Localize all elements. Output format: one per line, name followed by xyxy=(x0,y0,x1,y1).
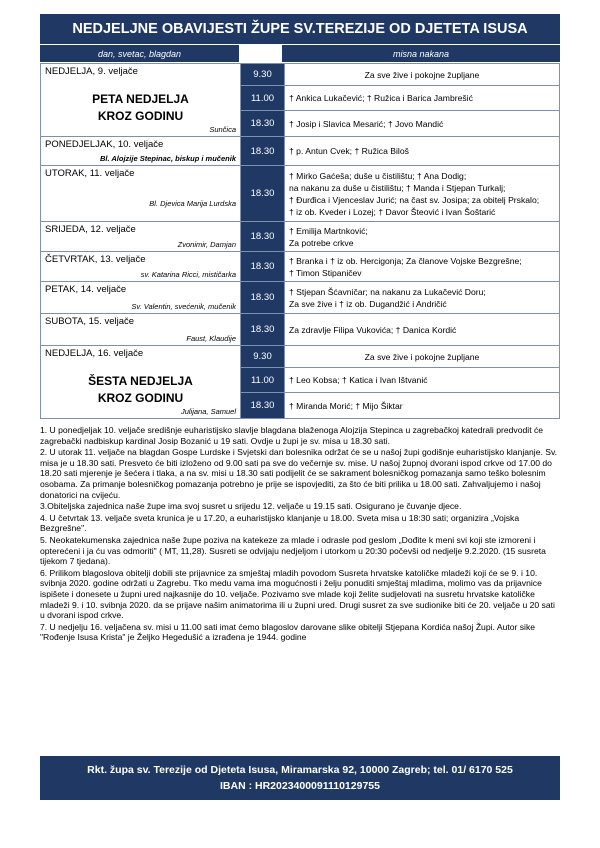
intention-line: † Branka i † iz ob. Hercigonja; Za članove Vojske Bezgrešne; xyxy=(289,255,522,266)
mass-schedule-table xyxy=(40,63,560,419)
day-cell xyxy=(41,314,241,346)
day-label: PETAK, 14. veljače xyxy=(45,284,127,295)
announcement-item: 5. Neokatekumenska zajednica naše župe poziva na katekeze za mlade i odrasle pod geslom „Dođite k meni svi koji ste izmoreni i opterećeni i ja ću vas odmoriti" ( MT, 11,28). Susreti se odvijaju nedjeljom i utorkom u 20:30 počevši od nedjelje 9.2.2020. (15 susreta tijekom 7 tjedana). xyxy=(40,534,546,567)
mass-time: 18.30 xyxy=(241,314,285,346)
day-label: SUBOTA, 15. veljače xyxy=(45,316,135,327)
mass-intention xyxy=(285,252,560,282)
sunday-title xyxy=(41,91,240,125)
mass-time: 18.30 xyxy=(241,393,285,419)
intention-line: † p. Antun Cvek; † Ružica Biloš xyxy=(289,146,409,156)
mass-intention xyxy=(285,166,560,222)
saint-name: Julijana, Samuel xyxy=(180,407,236,416)
intention-line: † Emilija Martnković; xyxy=(289,225,368,236)
intention-line: † Stjepan Šćavničar; na nakanu za Lukačević Doru; xyxy=(289,286,486,297)
sunday-title-line: KROZ GODINU xyxy=(97,109,184,123)
time-column-header xyxy=(239,45,282,62)
saint-name: Sunčica xyxy=(209,125,236,134)
sunday-title xyxy=(41,373,240,407)
mass-intention: Za sve žive i pokojne župljane xyxy=(285,346,560,368)
announcement-item: 6. Prilikom blagoslova obitelji dobili ste prijavnice za smještaj mladih povodom Susreta hrvatske katoličke mladeži koji će se 9. i 10. svibnja 2020. godine održati u Zagrebu. Tko medu vama ima mogućnosti i želju ponuditi smještaj mladima, molimo vas da prijavnice ispišete i donesete u župni ured najkasnije do 10. veljače. Pozivamo sve mlade koji želite sudjelovati na susretu hrvatske katoličke mladeži 9. i 10. svibnja 2020. da se prijave našim animatorima ili u župni ured. Drugi susret za sve sudionike biti će 20. veljače u 20 sati u dvorani ispod crkve. xyxy=(40,567,555,621)
announcement-item: 2. U utorak 11. veljače na blagdan Gospe Lurdske i Svjetski dan bolesnika održat će se u našoj župi godišnje euharistijsko klanjanje. Sv. misa je u 18.30 sati. Presveto će biti izloženo od 9.00 sati pa sve do večernje sv. mise. U našoj župnoj dvorani ispod crkve od 17.00 do 18.20 sati mjerenje je šećera i tlaka, a na sv. misi u 18.30 sati podijelit će se sakrament bolesničkog pomazanja samo teško bolesnim osobama. Za primanje bolesničkog pomazanja potrebno je prije se ispovjediti, za što će biti prilika u 18.00 sati. Zahvaljujemo i našoj donatorici na cvijeću. xyxy=(40,447,558,500)
day-label: ČETVRTAK, 13. veljače xyxy=(45,254,146,265)
announcement-item: 3.Obiteljska zajednica naše župe ima svoj susret u srijedu 12. veljače u 19.15 sati. Osigurano je čuvanje djece. xyxy=(40,501,462,512)
sunday-title-line: PETA NEDJELJA xyxy=(92,92,189,106)
day-label: NEDJELJA, 16. veljače xyxy=(45,348,144,359)
day-cell xyxy=(41,64,241,137)
sunday-title-line: KROZ GODINU xyxy=(97,391,184,405)
intention-line: Za zdravlje Filipa Vukovića; † Danica Kordić xyxy=(289,324,457,335)
parish-address: Rkt. župa sv. Terezije od Djeteta Isusa, Miramarska 92, 10000 Zagreb; tel. 01/ 6170 525 xyxy=(87,764,513,776)
mass-time: 18.30 xyxy=(241,137,285,166)
announcements xyxy=(40,425,560,643)
intention-line: † Đurđica i Vjenceslav Jurić; na čast sv. Josipa; za obitelj Prskalo; xyxy=(289,194,540,205)
table-row xyxy=(41,314,560,346)
day-label: PONEDJELJAK, 10. veljače xyxy=(45,139,164,150)
mass-time: 18.30 xyxy=(241,282,285,314)
day-column-header: dan, svetac, blagdan xyxy=(40,45,239,62)
table-row xyxy=(41,64,560,86)
sunday-title-line: ŠESTA NEDJELJA xyxy=(88,374,193,388)
mass-time: 9.30 xyxy=(241,64,285,86)
mass-time: 18.30 xyxy=(241,252,285,282)
mass-intention xyxy=(285,137,560,166)
day-cell xyxy=(41,137,241,166)
mass-intention xyxy=(285,314,560,346)
table-row xyxy=(41,222,560,252)
intention-line: † Mirko Gaćeša; duše u čistilištu; † Ana Dodig; xyxy=(289,170,467,181)
saint-name: Bl. Alojzije Stepinac, biskup i mučenik xyxy=(99,154,236,163)
saint-name: Bl. Djevica Marija Lurdska xyxy=(149,199,236,208)
mass-intention: † Leo Kobsa; † Katica i Ivan Ištvanić xyxy=(285,368,560,393)
mass-time: 18.30 xyxy=(241,166,285,222)
mass-intention xyxy=(285,222,560,252)
mass-time: 11.00 xyxy=(241,368,285,393)
day-cell xyxy=(41,252,241,282)
intention-line: na nakanu za duše u čistilištu; † Manda i Stjepan Turkalj; xyxy=(289,182,506,193)
announcement-item: 7. U nedjelju 16. veljačena sv. misi u 11.00 sati imat ćemo blagoslov darovane slike obitelji Stjepana Kordića našoj Župi. Autor sike "Rođenje Isusa Krista" je Željko Hegedušić a izrađena je 1944. godine xyxy=(40,621,536,643)
parish-footer xyxy=(40,756,560,800)
mass-time: 18.30 xyxy=(241,111,285,137)
column-headers xyxy=(40,45,560,62)
announcement-item: 1. U ponedjeljak 10. veljače središnje euharistijsko slavlje blagdana blaženoga Alojzija Stepinca u zagrebačkoj katedrali predvodit će zagrebački nadbiskup kardinal Josip Bozanić u 19 sati. Ovdje u župi je sv. misa u 18.30 sati. xyxy=(40,425,544,446)
mass-time: 9.30 xyxy=(241,346,285,368)
mass-intention: † Josip i Slavica Mesarić; † Jovo Mandić xyxy=(285,111,560,137)
intention-line: Za sve žive i † iz ob. Dugandžić i Andričić xyxy=(289,298,447,309)
mass-intention xyxy=(285,282,560,314)
day-label: UTORAK, 11. veljače xyxy=(45,168,135,179)
day-label: NEDJELJA, 9. veljače xyxy=(45,66,138,77)
intention-line: † Timon Stipaničev xyxy=(289,267,362,278)
table-row xyxy=(41,137,560,166)
mass-intention: † Ankica Lukačević; † Ružica i Barica Jambrešić xyxy=(285,86,560,111)
table-row xyxy=(41,252,560,282)
intention-line: † iz ob. Kveder i Lozej; † Davor Šteović i Ivan Šoštarić xyxy=(289,206,496,217)
day-cell xyxy=(41,346,241,419)
bulletin-page xyxy=(40,14,560,644)
day-cell xyxy=(41,166,241,222)
saint-name: Zvonimir, Damjan xyxy=(177,240,236,249)
day-cell xyxy=(41,222,241,252)
day-label: SRIJEDA, 12. veljače xyxy=(45,224,136,235)
mass-intention: Za sve žive i pokojne župljane xyxy=(285,64,560,86)
table-row xyxy=(41,282,560,314)
intention-line: Za potrebe crkve xyxy=(289,237,354,248)
parish-iban: IBAN : HR2023400091110129755 xyxy=(220,780,380,792)
page-title: NEDJELJNE OBAVIJESTI ŽUPE SV.TEREZIJE OD DJETETA ISUSA xyxy=(40,14,560,44)
mass-time: 18.30 xyxy=(241,222,285,252)
day-cell xyxy=(41,282,241,314)
announcement-item: 4. U četvrtak 13. veljače sveta krunica je u 17.20, a euharistijsko klanjanje u 18.00. Sveta misa u 18:30 sati; organizira „Vojska Bezgrešne". xyxy=(40,512,520,534)
intent-column-header: misna nakana xyxy=(282,45,560,62)
mass-time: 11.00 xyxy=(241,86,285,111)
mass-intention: † Miranda Morić; † Mijo Šiktar xyxy=(285,393,560,419)
saint-name: Sv. Valentin, svećenik, mučenik xyxy=(131,302,236,311)
table-row xyxy=(41,166,560,222)
saint-name: Faust, Klaudije xyxy=(186,334,236,343)
table-row xyxy=(41,346,560,368)
saint-name: sv. Katarina Ricci, mističarka xyxy=(140,270,236,279)
